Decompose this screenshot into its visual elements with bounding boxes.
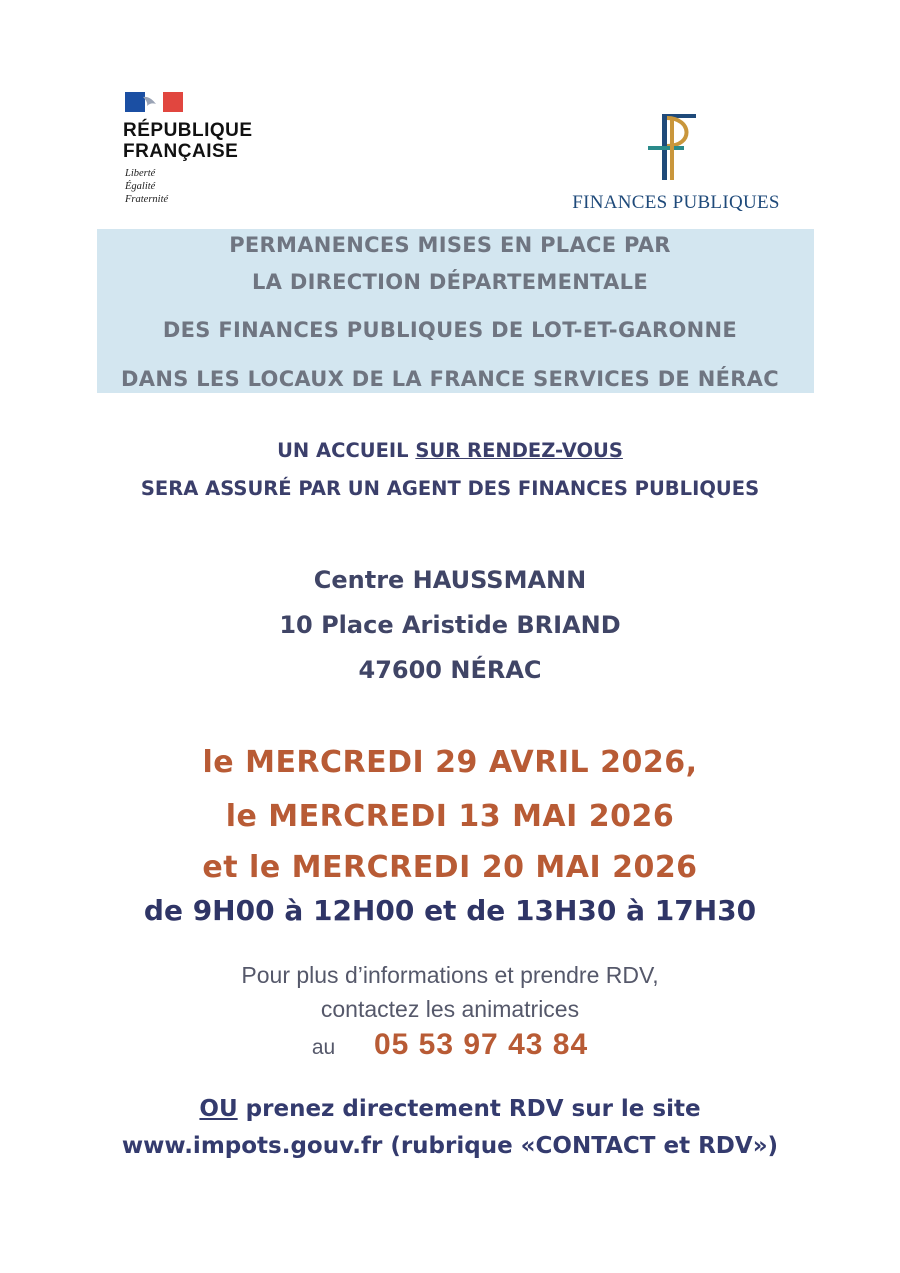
finances-publiques-name: FINANCES PUBLIQUES: [572, 192, 780, 213]
rendez-vous-emphasis: SUR RENDEZ-VOUS: [415, 439, 623, 462]
title-line-4: DANS LES LOCAUX DE LA FRANCE SERVICES DE NÉRAC: [121, 367, 779, 391]
title-line-3: DES FINANCES PUBLIQUES DE LOT-ET-GARONNE: [162, 318, 738, 342]
phone-number[interactable]: 05 53 97 43 84: [373, 1028, 589, 1061]
date-line-2: le MERCREDI 13 MAI 2026: [225, 799, 675, 834]
impots-website-link[interactable]: www.impots.gouv.fr (rubrique «CONTACT et RDV»): [121, 1133, 779, 1159]
ou-emphasis: OU: [199, 1096, 238, 1122]
address-line-3: 47600 NÉRAC: [358, 656, 542, 684]
address-line-2: 10 Place Aristide BRIAND: [279, 611, 621, 639]
title-line-1: PERMANENCES MISES EN PLACE PAR: [229, 233, 671, 257]
online-line-1: OU prenez directement RDV sur le site: [199, 1096, 701, 1122]
accueil-line-2: SERA ASSURÉ PAR UN AGENT DES FINANCES PUBLIQUES: [140, 477, 760, 500]
date-line-1: le MERCREDI 29 AVRIL 2026,: [202, 745, 698, 780]
phone-prefix: au: [311, 1036, 336, 1059]
finances-publiques-logo-icon: [640, 112, 704, 186]
info-line-1: Pour plus d’informations et prendre RDV,: [241, 962, 659, 988]
republique-francaise-name: RÉPUBLIQUE FRANÇAISE: [123, 120, 253, 162]
address-line-1: Centre HAUSSMANN: [313, 566, 587, 594]
republique-motto: Liberté Égalité Fraternité: [125, 168, 169, 205]
date-line-3: et le MERCREDI 20 MAI 2026: [202, 850, 698, 885]
info-line-2: contactez les animatrices: [320, 996, 580, 1022]
republique-francaise-flag-logo: [125, 92, 183, 112]
title-line-2: LA DIRECTION DÉPARTEMENTALE: [252, 270, 648, 294]
accueil-line-1: UN ACCUEIL SUR RENDEZ-VOUS: [277, 439, 623, 462]
phone-line: [0, 1028, 900, 1062]
opening-hours: de 9H00 à 12H00 et de 13H30 à 17H30: [143, 894, 757, 927]
